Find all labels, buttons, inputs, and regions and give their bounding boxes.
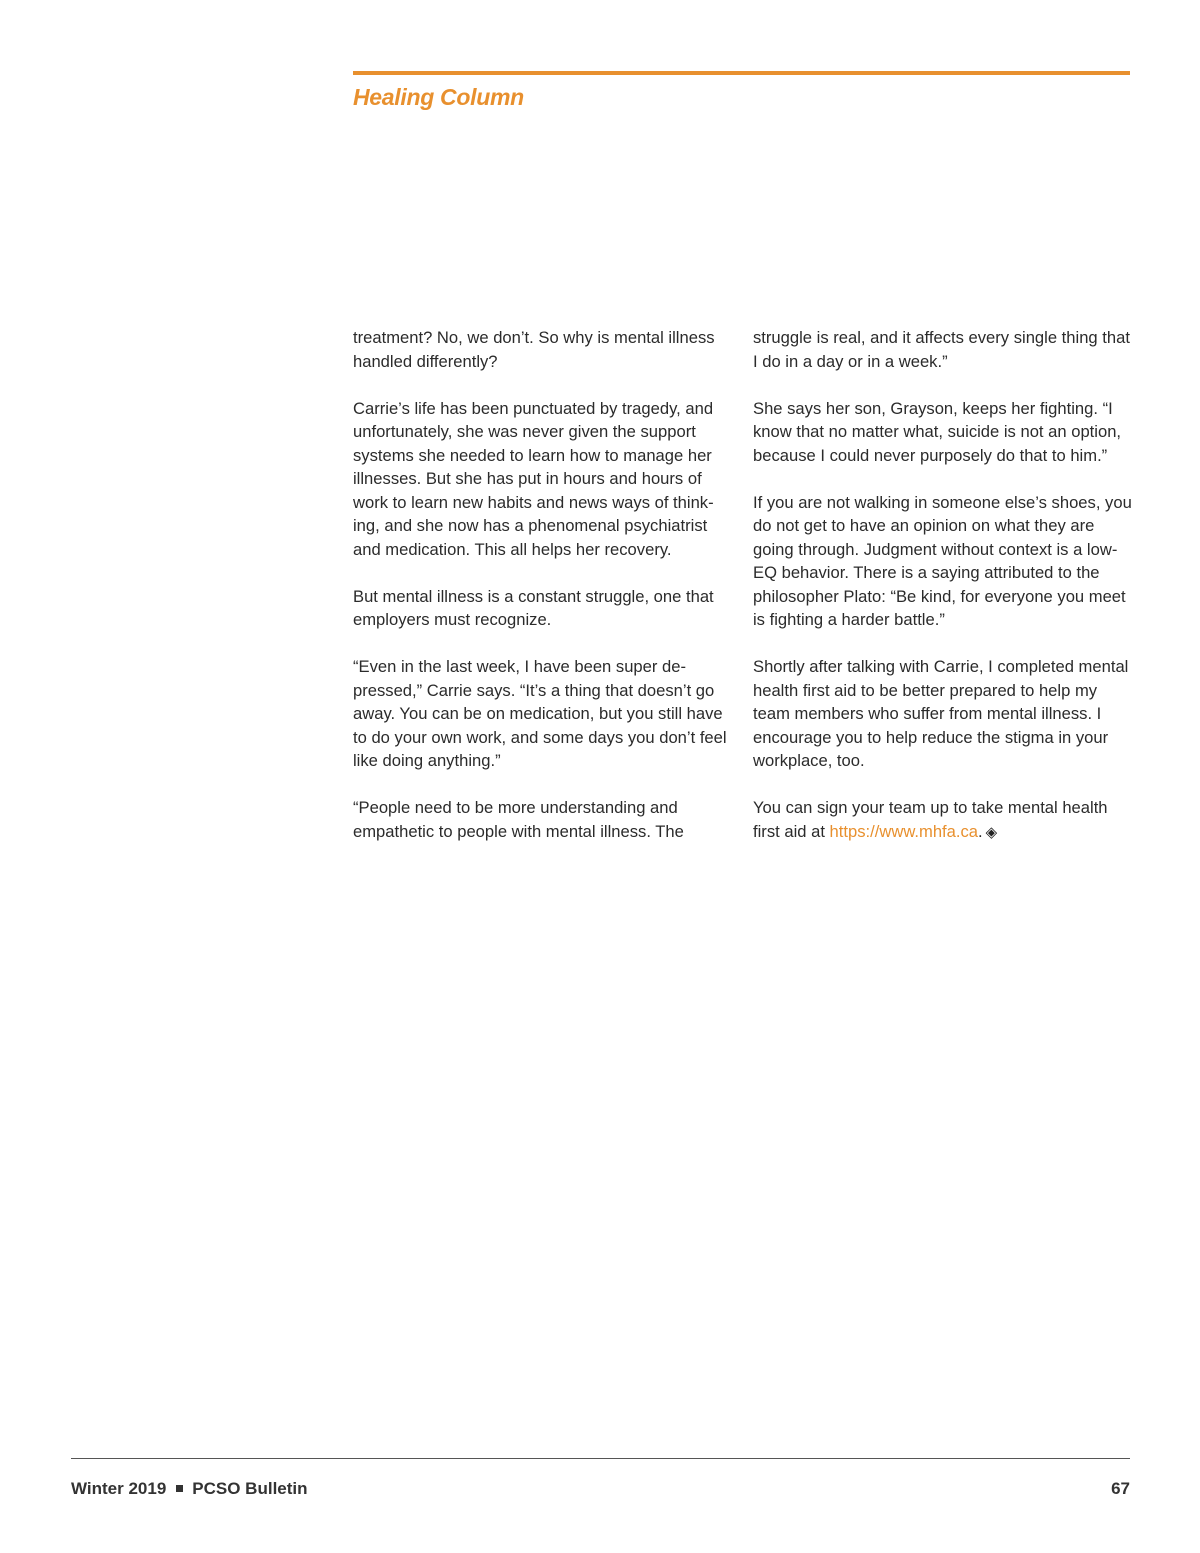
paragraph: But mental illness is a constant struggle, one that employers must recognize. (353, 586, 714, 629)
header-rule (353, 71, 1130, 75)
paragraph: treatment? No, we don’t. So why is mental illness handled differently? (353, 328, 715, 371)
closing-text: You can sign your team up to take mental health first aid at (753, 798, 1108, 841)
page-footer (71, 1479, 1130, 1505)
footer-rule (71, 1458, 1130, 1459)
paragraph: Shortly after talking with Carrie, I completed mental health first aid to be better prepared to help my team members who suffer from mental illness. I encourage you to help reduce the stigma in your workplace, too. (753, 657, 1129, 770)
square-separator-icon (176, 1485, 183, 1492)
footer-issue: Winter 2019 (71, 1479, 167, 1498)
page-number: 67 (1111, 1479, 1130, 1498)
paragraph: Carrie’s life has been punctuated by tragedy, and unfortunately, she was never given the support systems she needed to learn how to manage her illnesses. But she has put in hours and hours of work to learn new habits and news ways of think-ing, and she now has a phenomenal psychiatrist and medication. This all helps her recovery. (353, 398, 714, 559)
paragraph: struggle is real, and it affects every single thing that I do in a day or in a week.” (753, 328, 1130, 371)
closing-punctuation: . (978, 821, 983, 841)
article-column-left (353, 326, 731, 867)
paragraph: “People need to be more understanding and empathetic to people with mental illness. The (353, 798, 684, 841)
mhfa-link[interactable]: https://www.mhfa.ca (829, 821, 979, 841)
footer-publication-info (71, 1479, 308, 1499)
section-title: Healing Column (353, 84, 524, 110)
closing-paragraph (753, 796, 1133, 844)
paragraph: She says her son, Grayson, keeps her fighting. “I know that no matter what, suicide is not an option, because I could never purposely do that to him.” (753, 398, 1122, 465)
footer-publication: PCSO Bulletin (192, 1479, 308, 1498)
paragraph: If you are not walking in someone else’s shoes, you do not get to have an opinion on what they are going through. Judgment without context is a low-EQ behavior. There is a saying attributed to the philosopher Plato: “Be kind, for everyone you meet is fighting a harder battle.” (753, 492, 1132, 629)
article-column-right (753, 326, 1133, 868)
paragraph: “Even in the last week, I have been super de-pressed,” Carrie says. “It’s a thing that doesn’t go away. You can be on medication, but you still have to do your own work, and some days you don’t feel like doing anything.” (353, 657, 727, 770)
end-of-article-icon: ◈ (985, 823, 998, 841)
